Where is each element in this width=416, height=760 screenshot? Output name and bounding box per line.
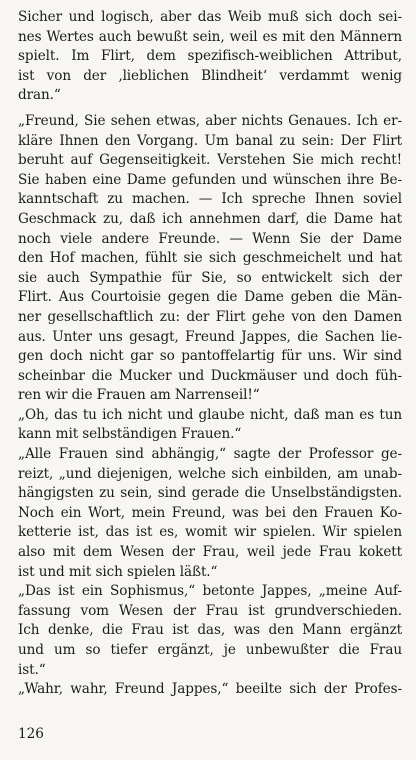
text-line: Sicher und logisch, aber das Weib muß sich doch sei- [18, 9, 402, 25]
text-line: nes Wertes auch bewußt sein, weil es mit den Männern [18, 28, 402, 45]
text-line: kanntschaft zu machen. — Ich spreche Ihnen soviel [18, 191, 402, 208]
text-line: ner gesellschaftlich zu: der Flirt gehe von den Damen [18, 308, 402, 325]
text-line: reizt, „und diejenigen, welche sich einbilden, am unab- [18, 465, 402, 482]
text-line: beruht auf Gegenseitigkeit. Verstehen Sie mich recht! [18, 152, 402, 169]
text-line: „Alle Frauen sind abhängig,“ sagte der Professor ge- [18, 446, 402, 463]
text-line: kann mit selbständigen Frauen.“ [18, 426, 242, 443]
text-line: „Wahr, wahr, Freund Jappes,“ beeilte sich der Profes- [18, 681, 402, 698]
text-line: ketterie ist, das ist es, womit wir spielen. Wir spielen [18, 524, 402, 541]
text-line: Flirt. Aus Courtoisie gegen die Dame geben die Män- [18, 289, 402, 306]
text-line: ist und mit sich spielen läßt.“ [18, 563, 218, 580]
text-line: und um so tiefer ergänzt, je unbewußter die Frau [18, 642, 402, 658]
text-line: aus. Unter uns gesagt, Freund Jappes, die Sachen lie- [18, 328, 402, 345]
text-line: Sie haben eine Dame gefunden und wünschen ihre Be- [18, 171, 402, 188]
paragraph [18, 112, 402, 406]
paragraph [18, 582, 402, 680]
text-line: spielt. Im Flirt, dem spezifisch-weiblichen Attribut, [18, 48, 402, 65]
text-line: sie auch Sympathie für Sie, so entwickelt sich der [18, 269, 402, 286]
text-line: gen doch nicht gar so pantoffelartig für uns. Wir sind [18, 348, 402, 365]
text-line: scheinbar die Mucker und Duckmäuser und doch füh- [18, 367, 402, 384]
text-line: Ich denke, die Frau ist das, was den Mann ergänzt [18, 622, 402, 639]
text-line: ist.“ [18, 661, 46, 678]
text-line: „Freund, Sie sehen etwas, aber nichts Genaues. Ich er- [18, 112, 402, 129]
text-line: ren wir die Frauen am Narrenseil!“ [18, 387, 260, 404]
body-text [18, 8, 402, 700]
text-line: ist von der ‚lieblichen Blindheit‘ verdammt wenig [18, 67, 402, 84]
text-line: Noch ein Wort, mein Freund, was bei den Frauen Ko- [18, 504, 402, 521]
text-line: dran.“ [18, 87, 61, 104]
text-line: Geschmack zu, daß ich annehmen darf, die Dame hat [18, 210, 402, 227]
paragraph [18, 406, 402, 445]
text-line: kläre Ihnen den Vorgang. Um banal zu sein: Der Flirt [18, 132, 402, 149]
paragraph [18, 680, 402, 700]
paragraph [18, 8, 402, 106]
text-line: „Oh, das tu ich nicht und glaube nicht, daß man es tun [18, 406, 402, 423]
text-line: also mit dem Wesen der Frau, weil jede Frau kokett [18, 544, 402, 561]
text-line: noch viele andere Freunde. — Wenn Sie der Dame [18, 230, 402, 247]
text-line: den Hof machen, fühlt sie sich geschmeichelt und hat [18, 250, 402, 267]
text-line: „Das ist ein Sophismus,“ betonte Jappes, „meine Auf- [18, 583, 402, 600]
page-number: 126 [18, 726, 44, 742]
paragraph [18, 445, 402, 582]
text-line: hängigsten zu sein, sind gerade die Unselbständigsten. [18, 485, 402, 502]
text-line: fassung vom Wesen der Frau ist grundverschieden. [18, 602, 402, 619]
